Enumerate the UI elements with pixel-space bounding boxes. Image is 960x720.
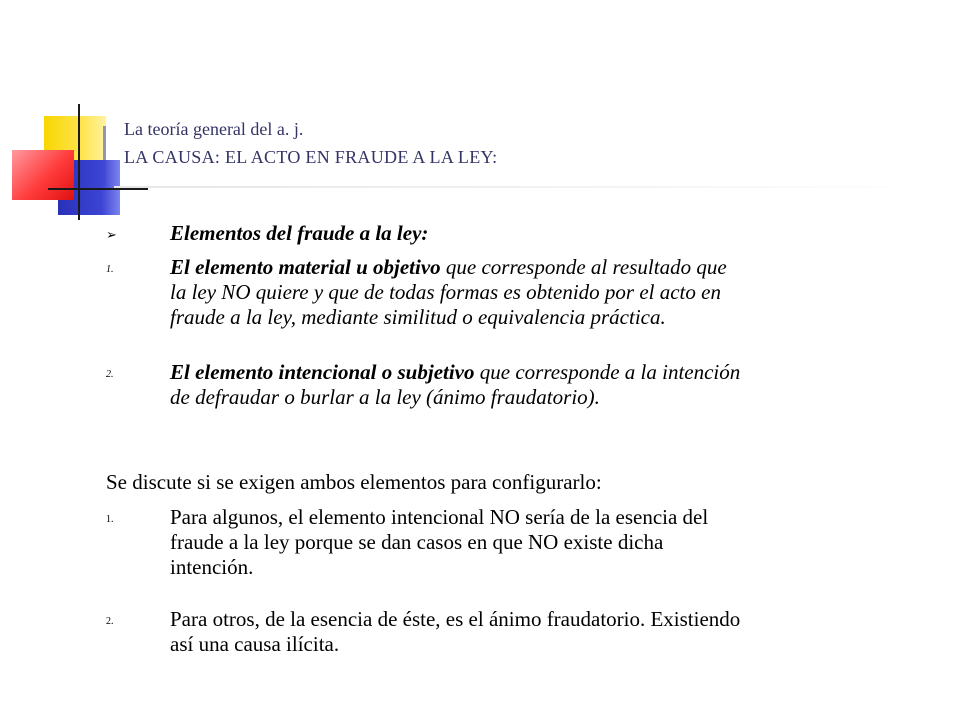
decorative-logo [0, 0, 150, 230]
item-a1-marker: 1. [106, 264, 114, 275]
item-b2-line: Para otros, de la esencia de éste, es el ánimo fraudatorio. Existiendo [170, 607, 741, 631]
item-b2-marker: 2. [106, 616, 114, 627]
bullet-heading [170, 221, 428, 246]
item-a2-line: que corresponde a la intención [474, 360, 741, 384]
item-b2-line: así una causa ilícita. [170, 632, 340, 656]
arrow-bullet-icon: ➢ [106, 227, 117, 242]
logo-red-square [12, 150, 74, 200]
item-a1-line: que corresponde al resultado que [440, 255, 727, 279]
item-b1-marker: 1. [106, 514, 114, 525]
item-a2-marker: 2. [106, 369, 114, 380]
item-a2 [170, 360, 940, 410]
question-text: Se discute si se exigen ambos elementos para configurarlo: [106, 470, 602, 494]
item-a2-line: de defraudar o burlar a la ley (ánimo fraudatorio). [170, 385, 600, 409]
logo-horizontal-line [48, 188, 148, 190]
bullet-heading-text: Elementos del fraude a la ley: [170, 221, 429, 245]
item-b2 [170, 607, 950, 657]
item-a1-lead: El elemento material u objetivo [170, 255, 441, 279]
item-b1-line: Para algunos, el elemento intencional NO sería de la esencia del [170, 505, 709, 529]
item-a1-line: fraude a la ley, mediante similitud o equivalencia práctica. [170, 305, 666, 329]
slide-title: LA CAUSA: EL ACTO EN FRAUDE A LA LEY: [124, 147, 498, 167]
item-a1 [170, 255, 940, 330]
slide-subtitle: La teoría general del a. j. [124, 119, 304, 139]
item-a1-line: la ley NO quiere y que de todas formas es obtenido por el acto en [170, 280, 721, 304]
title-divider [114, 186, 934, 188]
item-b1-line: fraude a la ley porque se dan casos en que NO existe dicha [170, 530, 664, 554]
item-a2-lead: El elemento intencional o subjetivo [170, 360, 475, 384]
item-b1-line: intención. [170, 555, 254, 579]
logo-vertical-line [78, 104, 80, 220]
logo-blue-line [103, 126, 106, 186]
item-b1 [170, 505, 940, 580]
